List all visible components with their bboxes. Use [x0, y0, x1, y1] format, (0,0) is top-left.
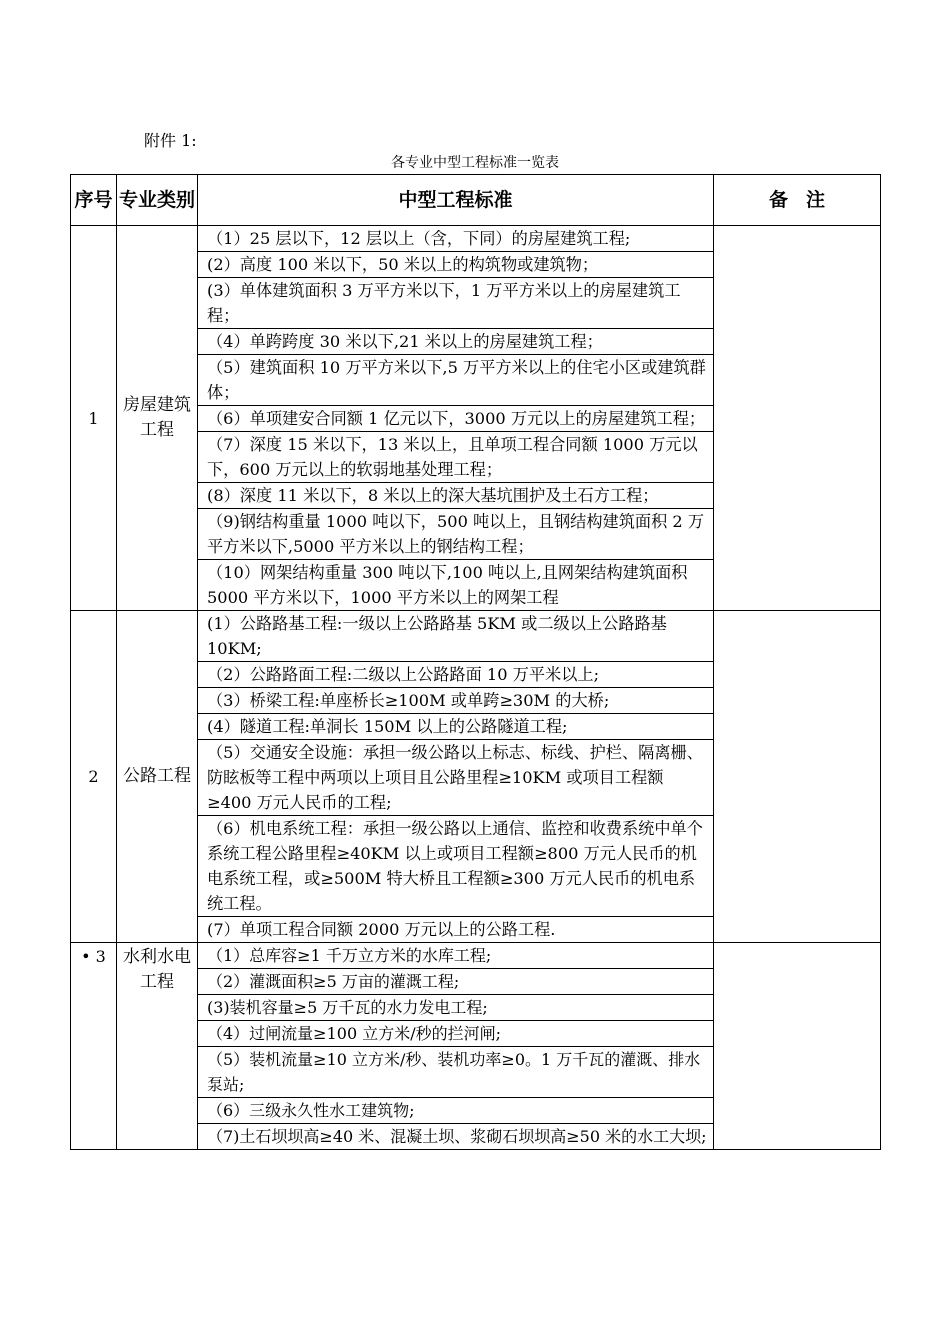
- header-note: 备注: [714, 175, 881, 226]
- section-note: [714, 943, 881, 1150]
- standard-item: （3）桥梁工程:单座桥长≥100M 或单跨≥30M 的大桥;: [198, 688, 714, 714]
- standard-item: (1）公路路基工程:一级以上公路路基 5KM 或二级以上公路路基 10KM;: [198, 611, 714, 662]
- standard-item: （5）装机流量≥10 立方米/秒、装机功率≥0。1 万千瓦的灌溉、排水泵站;: [198, 1047, 714, 1098]
- section-note: [714, 226, 881, 611]
- standard-item: （1）25 层以下，12 层以上（含，下同）的房屋建筑工程;: [198, 226, 714, 252]
- standard-item: （7）深度 15 米以下，13 米以上，且单项工程合同额 1000 万元以下，600 万元以上的软弱地基处理工程；: [198, 432, 714, 483]
- standard-item: (3)装机容量≥5 万千瓦的水力发电工程;: [198, 995, 714, 1021]
- header-category: 专业类别: [117, 175, 198, 226]
- standard-item: (4）隧道工程:单洞长 150M 以上的公路隧道工程;: [198, 714, 714, 740]
- standard-item: (7）单项工程合同额 2000 万元以上的公路工程.: [198, 917, 714, 943]
- section-category: 公路工程: [117, 611, 198, 943]
- standard-item: （5）交通安全设施：承担一级公路以上标志、标线、护栏、隔离栅、防眩板等工程中两项以上项目且公路里程≥10KM 或项目工程额≥400 万元人民币的工程;: [198, 740, 714, 816]
- standards-table: [70, 174, 881, 1150]
- standard-item: (3）单体建筑面积 3 万平方米以下，1 万平方米以上的房屋建筑工程；: [198, 278, 714, 329]
- standard-item: （6）单项建安合同额 1 亿元以下，3000 万元以上的房屋建筑工程；: [198, 406, 714, 432]
- standard-item: （4）过闸流量≥100 立方米/秒的拦河闸;: [198, 1021, 714, 1047]
- table-row: [71, 943, 881, 969]
- document-title: 各专业中型工程标准一览表: [391, 155, 559, 171]
- standard-item: （5）建筑面积 10 万平方米以下,5 万平方米以上的住宅小区或建筑群体；: [198, 355, 714, 406]
- standard-item: (2）高度 100 米以下，50 米以上的构筑物或建筑物；: [198, 252, 714, 278]
- standard-item: （1）总库容≥1 千万立方米的水库工程;: [198, 943, 714, 969]
- section-category: 水利水电工程: [117, 943, 198, 1150]
- standard-item: （10）网架结构重量 300 吨以下,100 吨以上,且网架结构建筑面积 5000 平方米以下，1000 平方米以上的网架工程: [198, 560, 714, 611]
- section-no: • 3: [71, 943, 117, 1150]
- header-standard: 中型工程标准: [198, 175, 714, 226]
- standard-item: （7)土石坝坝高≥40 米、混凝土坝、浆砌石坝坝高≥50 米的水工大坝;: [198, 1124, 714, 1150]
- standard-item: （2）灌溉面积≥5 万亩的灌溉工程;: [198, 969, 714, 995]
- section-category: 房屋建筑工程: [117, 226, 198, 611]
- standard-item: （6）三级永久性水工建筑物;: [198, 1098, 714, 1124]
- header-no: 序号: [71, 175, 117, 226]
- standard-item: （2）公路路面工程:二级以上公路路面 10 万平米以上;: [198, 662, 714, 688]
- section-no: 2: [71, 611, 117, 943]
- table-row: [71, 611, 881, 662]
- standard-item: (8）深度 11 米以下，8 米以上的深大基坑围护及土石方工程；: [198, 483, 714, 509]
- section-no: 1: [71, 226, 117, 611]
- standard-item: （6）机电系统工程：承担一级公路以上通信、监控和收费系统中单个系统工程公路里程≥40KM 以上或项目工程额≥800 万元人民币的机电系统工程，或≥500M 特大桥且工程额≥300 万元人民币的机电系统工程。: [198, 816, 714, 917]
- table-row: [71, 226, 881, 252]
- standard-item: （4）单跨跨度 30 米以下,21 米以上的房屋建筑工程；: [198, 329, 714, 355]
- section-note: [714, 611, 881, 943]
- standard-item: （9)钢结构重量 1000 吨以下，500 吨以上，且钢结构建筑面积 2 万平方米以下,5000 平方米以上的钢结构工程；: [198, 509, 714, 560]
- annex-label: 附件 1:: [144, 131, 197, 150]
- header-row: [71, 175, 881, 226]
